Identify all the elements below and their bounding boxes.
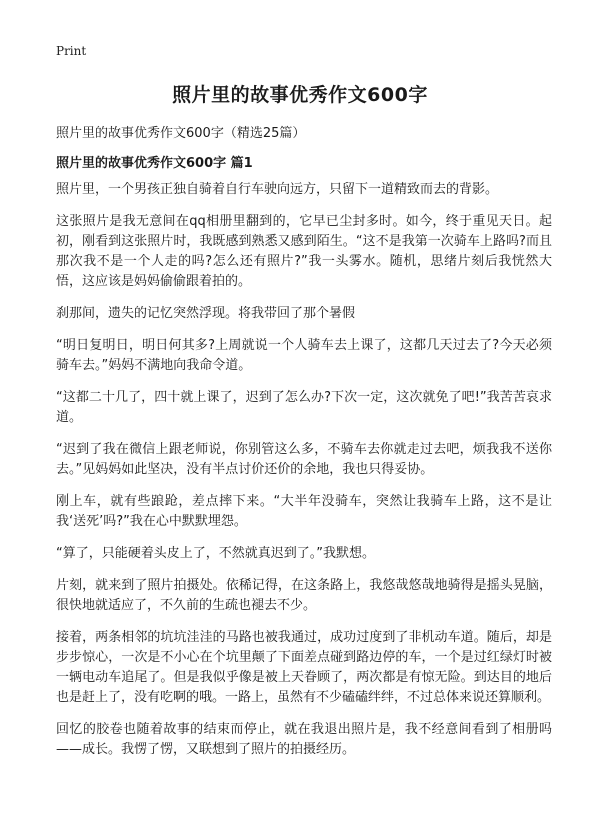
print-link[interactable]: Print	[56, 44, 87, 58]
paragraph: 照片里，一个男孩正独自骑着自行车驶向远方，只留下一道精致而去的背影。	[56, 182, 499, 197]
paragraph: 接着，两条相邻的坑坑洼洼的马路也被我通过，成功过度到了非机动车道。随后，却是步步惊心，一次是不小心在个坑里颠了下面差点碰到路边停的车，一个是过红绿灯时被一辆电动车追尾了。但是我似乎像是被上天眷顾了，两次都是有惊无险。到达目的地后也是赶上了，没有吃啊的哦。一路上，虽然有不少磕磕绊绊，不过总体来说还算顺利。	[56, 630, 552, 705]
paragraph: “迟到了我在微信上跟老师说，你别管这么多，不骑车去你就走过去吧，烦我我不送你去。”见妈妈如此坚决，没有半点讨价还价的余地，我也只得妥协。	[56, 442, 552, 477]
paragraph: 刹那间，遗失的记忆突然浮现。将我带回了那个暑假	[56, 306, 356, 321]
paragraph: 这张照片是我无意间在qq相册里翻到的，它早已尘封多时。如今，终于重见天日。起初，刚看到这张照片时，我既感到熟悉又感到陌生。“这不是我第一次骑车上路吗?而且那次我不是一个人走的吗?怎么还有照片?”我一头雾水。随机，思绪片刻后我恍然大悟，这应该是妈妈偷偷跟着拍的。	[56, 214, 552, 289]
paragraph: 刚上车，就有些踉跄，差点摔下来。“大半年没骑车，突然让我骑车上路，这不是让我‘送死’吗?”我在心中默默埋怨。	[56, 494, 552, 529]
paragraph: “算了，只能硬着头皮上了，不然就真迟到了。”我默想。	[56, 546, 375, 561]
section-heading: 照片里的故事优秀作文600字 篇1	[56, 156, 253, 171]
paragraph: “明日复明日，明日何其多?上周就说一个人骑车去上课了，这都几天过去了?今天必须骑车去。”妈妈不满地向我命令道。	[56, 338, 552, 373]
paragraph: 片刻，就来到了照片拍摄处。依稀记得，在这条路上，我悠哉悠哉地骑得是摇头晃脑，很快地就适应了，不久前的生疏也褪去不少。	[56, 578, 552, 613]
paragraph: 回忆的胶卷也随着故事的结束而停止，就在我退出照片是，我不经意间看到了相册吗——成长。我愣了愣，又联想到了照片的拍摄经历。	[56, 722, 552, 757]
paragraph: “这都二十几了，四十就上课了，迟到了怎么办?下次一定，这次就免了吧!”我苦苦哀求道。	[56, 390, 552, 425]
page-title: 照片里的故事优秀作文600字	[172, 84, 428, 106]
article-body	[56, 180, 552, 772]
document-subtitle: 照片里的故事优秀作文600字（精选25篇）	[56, 126, 306, 141]
